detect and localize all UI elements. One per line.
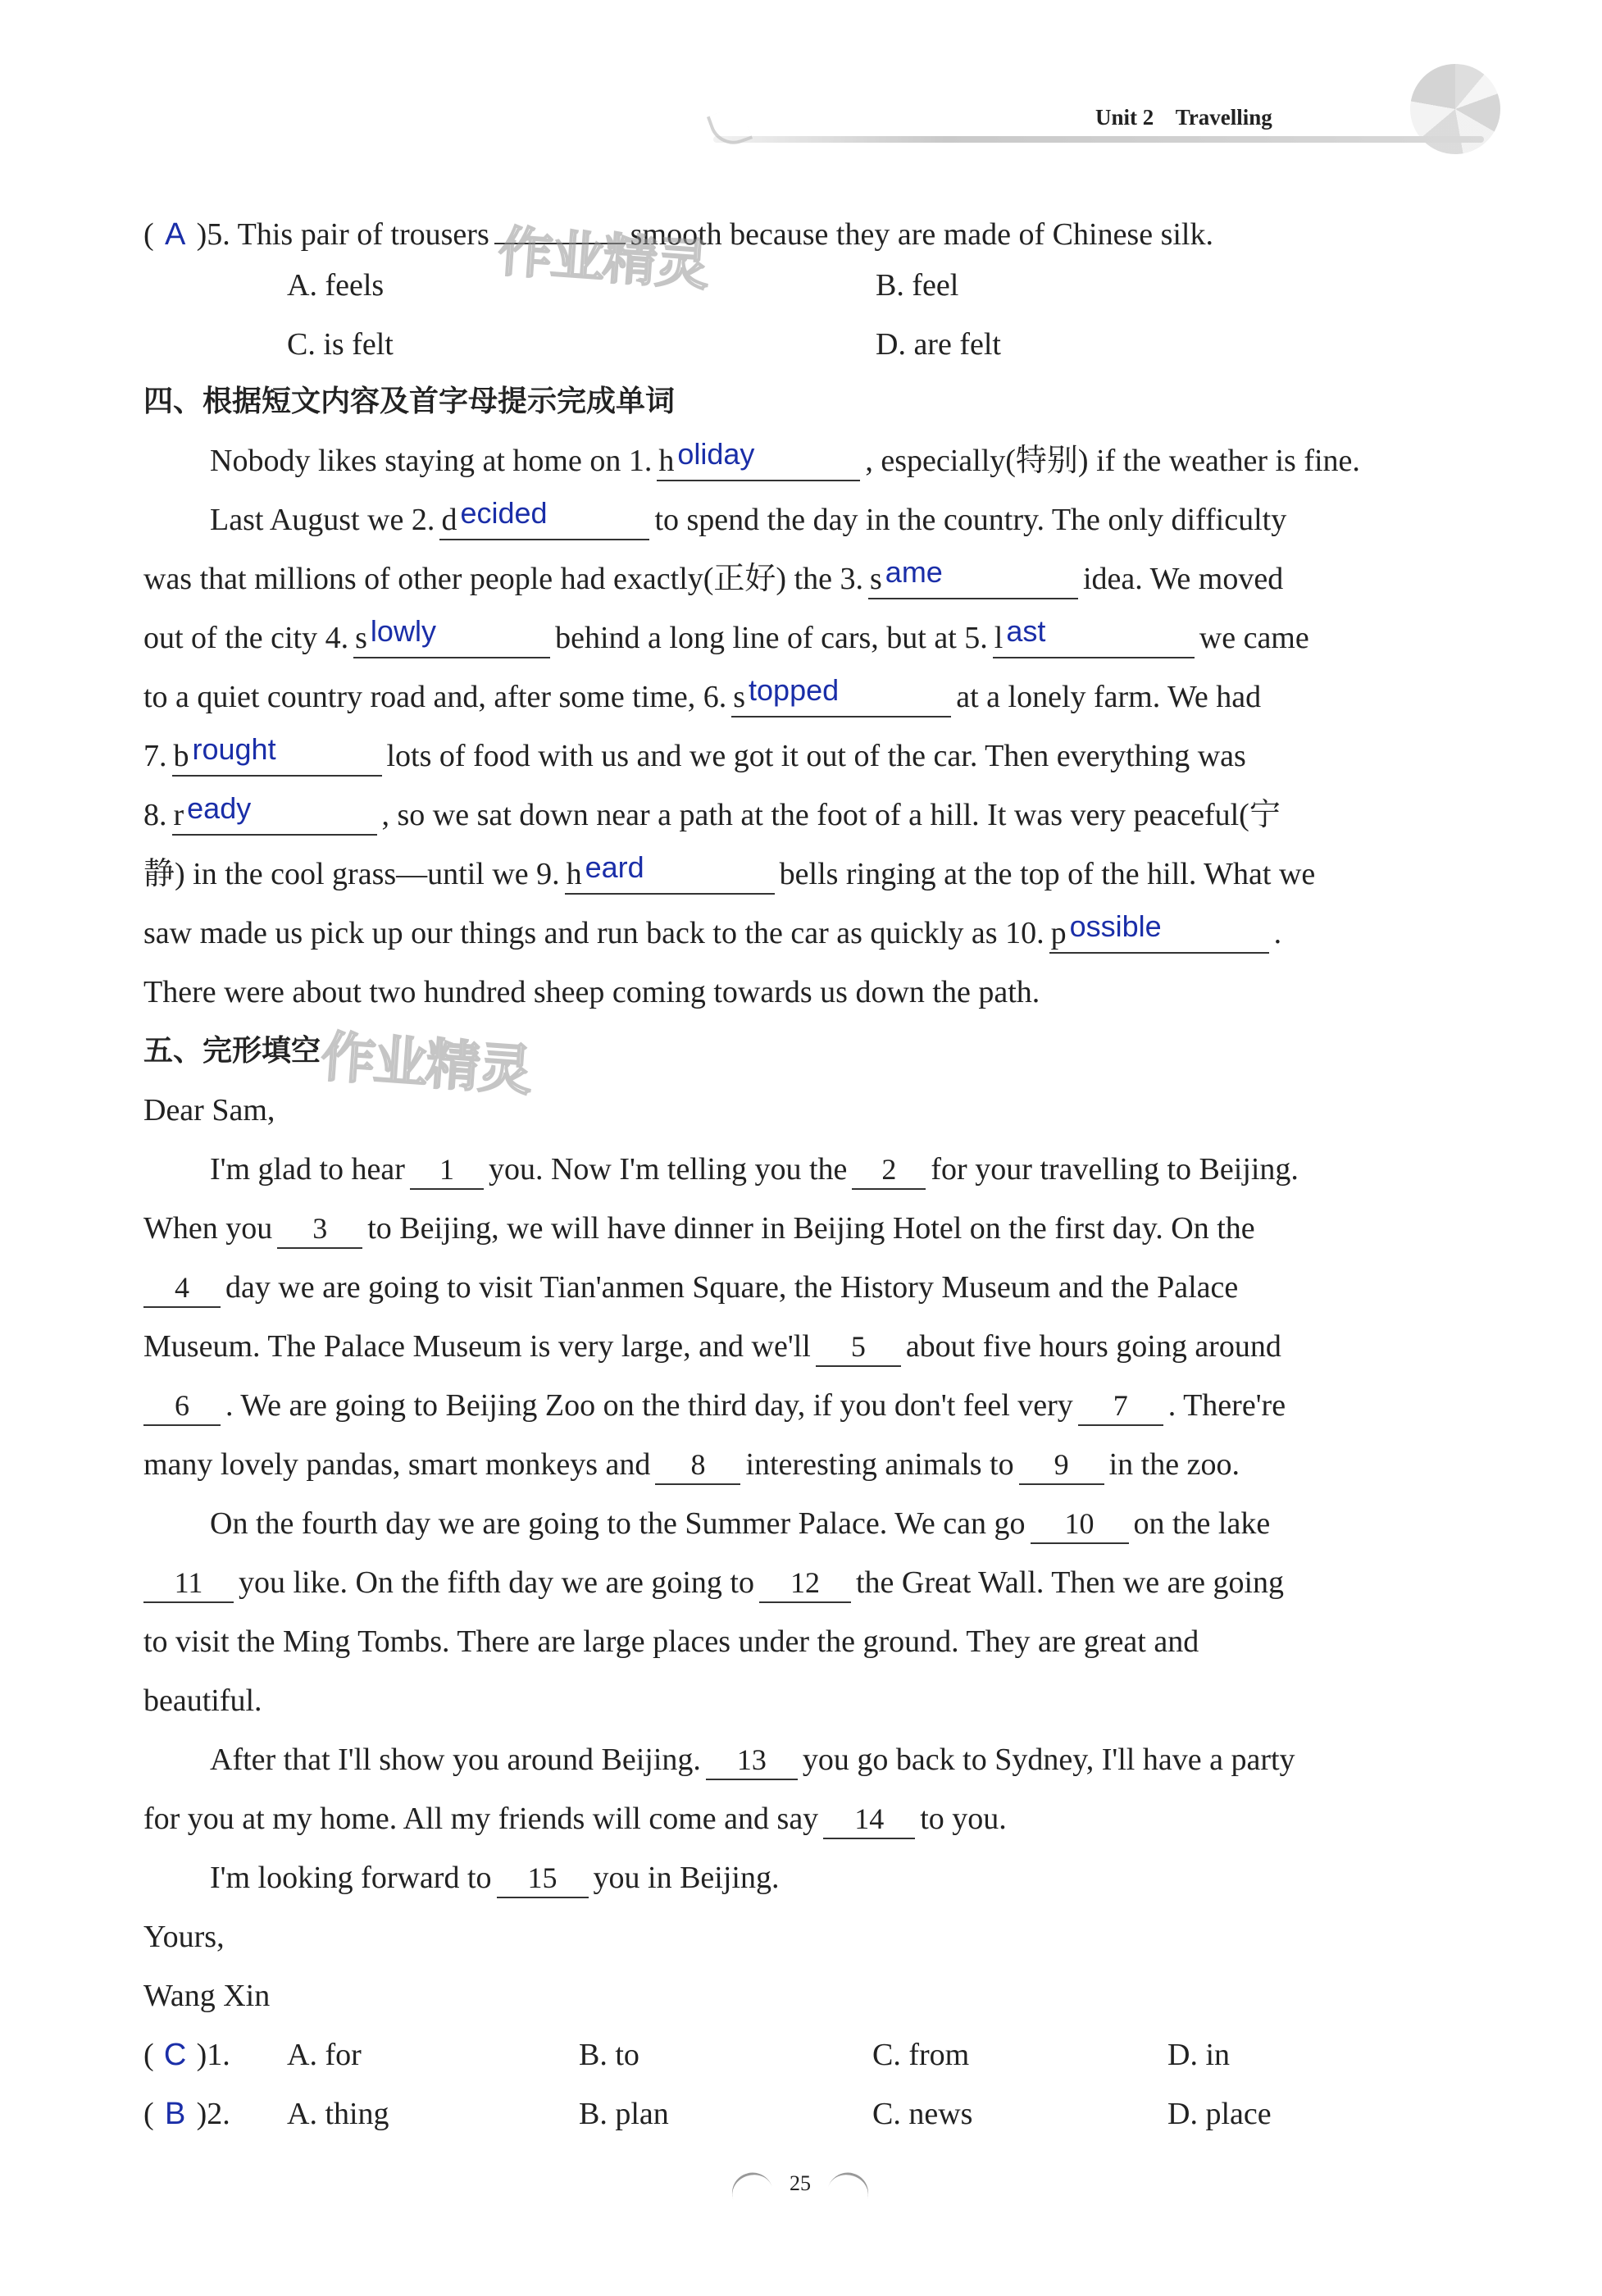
cloze-blank-9: 9	[1019, 1446, 1104, 1485]
letter-greeting: Dear Sam,	[143, 1093, 275, 1128]
s4-line-1: Nobody likes staying at home on 1. h oliday , especially(特别) if the weather is fine.	[210, 440, 1360, 482]
s4-line-5: to a quiet country road and, after some time, 6. s topped at a lonely farm. We had	[143, 676, 1261, 718]
s4-line-9: saw made us pick up our things and run back to the car as quickly as 10. p ossible .	[143, 912, 1281, 954]
letter-signature: Wang Xin	[143, 1979, 271, 2013]
blank-5: l ast	[993, 619, 1195, 658]
s4-line-8: 静) in the cool grass—until we 9. h eard bells ringing at the top of the hill. What we	[143, 853, 1315, 895]
s4-line-6: 7. b rought lots of food with us and we got it out of the car. Then everything was	[143, 735, 1246, 777]
blank-10: p ossible	[1049, 914, 1269, 954]
cloze-blank-8: 8	[655, 1446, 740, 1485]
unit-label: Unit 2	[1095, 105, 1154, 130]
cloze-blank-10: 10	[1031, 1505, 1129, 1544]
page-wing-right-icon	[826, 2167, 873, 2204]
s5-line-1: I'm glad to hear 1 you. Now I'm telling you the 2 for your travelling to Beijing.	[210, 1148, 1299, 1191]
q5-option-d: D. are felt	[876, 327, 1001, 362]
cloze-blank-11: 11	[143, 1564, 234, 1603]
q1-option-b: B. to	[579, 2038, 639, 2072]
letter-closing: Yours,	[143, 1920, 225, 1954]
s5-line-13: I'm looking forward to 15 you in Beijing.	[210, 1856, 779, 1899]
q2-option-c: C. news	[872, 2097, 973, 2131]
s4-line-10: There were about two hundred sheep coming towards us down the path.	[143, 975, 1040, 1009]
header-rule	[713, 136, 1484, 143]
cloze-answer-1: C	[163, 2038, 187, 2072]
cloze-blank-13: 13	[706, 1741, 798, 1780]
s5-line-6: many lovely pandas, smart monkeys and 8 interesting animals to 9 in the zoo.	[143, 1443, 1240, 1486]
s4-line-7: 8. r eady , so we sat down near a path at the foot of a hill. It was very peaceful(宁	[143, 794, 1281, 836]
unit-title: Travelling	[1175, 105, 1272, 130]
question-5: ( A )5. This pair of trousers smooth because they are made of Chinese silk.	[143, 205, 1213, 248]
q5-text-before: This pair of trousers	[237, 217, 489, 252]
cloze-answer-2: B	[164, 2097, 186, 2131]
s5-line-9: to visit the Ming Tombs. There are large places under the ground. They are great and	[143, 1624, 1199, 1659]
cloze-blank-15: 15	[497, 1859, 589, 1898]
cloze-question-2: ( B )2.	[143, 2093, 230, 2135]
cloze-question-1: ( C )1.	[143, 2034, 230, 2076]
q5-option-b: B. feel	[876, 268, 959, 303]
s5-line-12: for you at my home. All my friends will come and say 14 to you.	[143, 1797, 1007, 1840]
cloze-blank-7: 7	[1078, 1387, 1163, 1426]
page-number: 25	[790, 2171, 811, 2195]
cloze-blank-4: 4	[143, 1269, 221, 1308]
watermark-2: 作业精灵	[319, 1025, 533, 1103]
q1-option-d: D. in	[1167, 2038, 1230, 2072]
cloze-blank-5: 5	[816, 1328, 901, 1367]
s5-line-2: When you 3 to Beijing, we will have dinner in Beijing Hotel on the first day. On the	[143, 1207, 1255, 1250]
section-5-heading: 五、完形填空	[143, 1034, 321, 1068]
blank-3: s ame	[868, 560, 1078, 599]
q2-option-a: A. thing	[287, 2097, 389, 2131]
cloze-blank-12: 12	[759, 1564, 851, 1603]
leaf-icon	[707, 105, 753, 151]
s5-line-5: 6 . We are going to Beijing Zoo on the third day, if you don't feel very 7 . There're	[143, 1384, 1286, 1427]
s5-line-10: beautiful.	[143, 1683, 262, 1718]
watermark: 作业精灵	[496, 220, 710, 298]
s5-line-8: 11 you like. On the fifth day we are going to 12 the Great Wall. Then we are going	[143, 1561, 1284, 1604]
cloze-blank-14: 14	[823, 1800, 915, 1839]
answer-5: A	[164, 217, 186, 252]
cloze-blank-1: 1	[410, 1150, 484, 1190]
blank-9: h eard	[565, 855, 775, 895]
blank-2: d ecided	[439, 501, 649, 540]
s4-line-4: out of the city 4. s lowly behind a long line of cars, but at 5. l ast we came	[143, 617, 1309, 659]
blank-6: s topped	[731, 678, 951, 718]
running-header	[1095, 105, 1272, 130]
s5-line-4: Museum. The Palace Museum is very large, and we'll 5 about five hours going around	[143, 1325, 1281, 1368]
q2-option-b: B. plan	[579, 2097, 669, 2131]
q5-option-a: A. feels	[287, 268, 385, 303]
s4-line-2: Last August we 2. d ecided to spend the day in the country. The only difficulty	[210, 499, 1286, 541]
s5-line-7: On the fourth day we are going to the Summer Palace. We can go 10 on the lake	[210, 1502, 1270, 1545]
cloze-blank-6: 6	[143, 1387, 221, 1426]
s5-line-3: 4 day we are going to visit Tian'anmen Square, the History Museum and the Palace	[143, 1266, 1238, 1309]
blank-1: h oliday	[657, 442, 860, 481]
blank-8: r eady	[172, 796, 377, 836]
q1-option-c: C. from	[872, 2038, 970, 2072]
page-wing-left-icon	[726, 2167, 773, 2204]
section-4-heading: 四、根据短文内容及首字母提示完成单词	[143, 385, 676, 418]
s5-line-11: After that I'll show you around Beijing. 13 you go back to Sydney, I'll have a party	[210, 1738, 1295, 1781]
q5-text-after: smooth because they are made of Chinese silk.	[630, 217, 1213, 252]
blank-7: b rought	[172, 737, 382, 777]
cloze-blank-3: 3	[277, 1210, 362, 1249]
blank-4: s lowly	[353, 619, 550, 658]
q1-option-a: A. for	[287, 2038, 362, 2072]
q5-option-c: C. is felt	[287, 327, 394, 362]
q2-option-d: D. place	[1167, 2097, 1272, 2131]
s4-line-3: was that millions of other people had exactly(正好) the 3. s ame idea. We moved	[143, 558, 1283, 600]
cloze-blank-2: 2	[852, 1150, 926, 1190]
